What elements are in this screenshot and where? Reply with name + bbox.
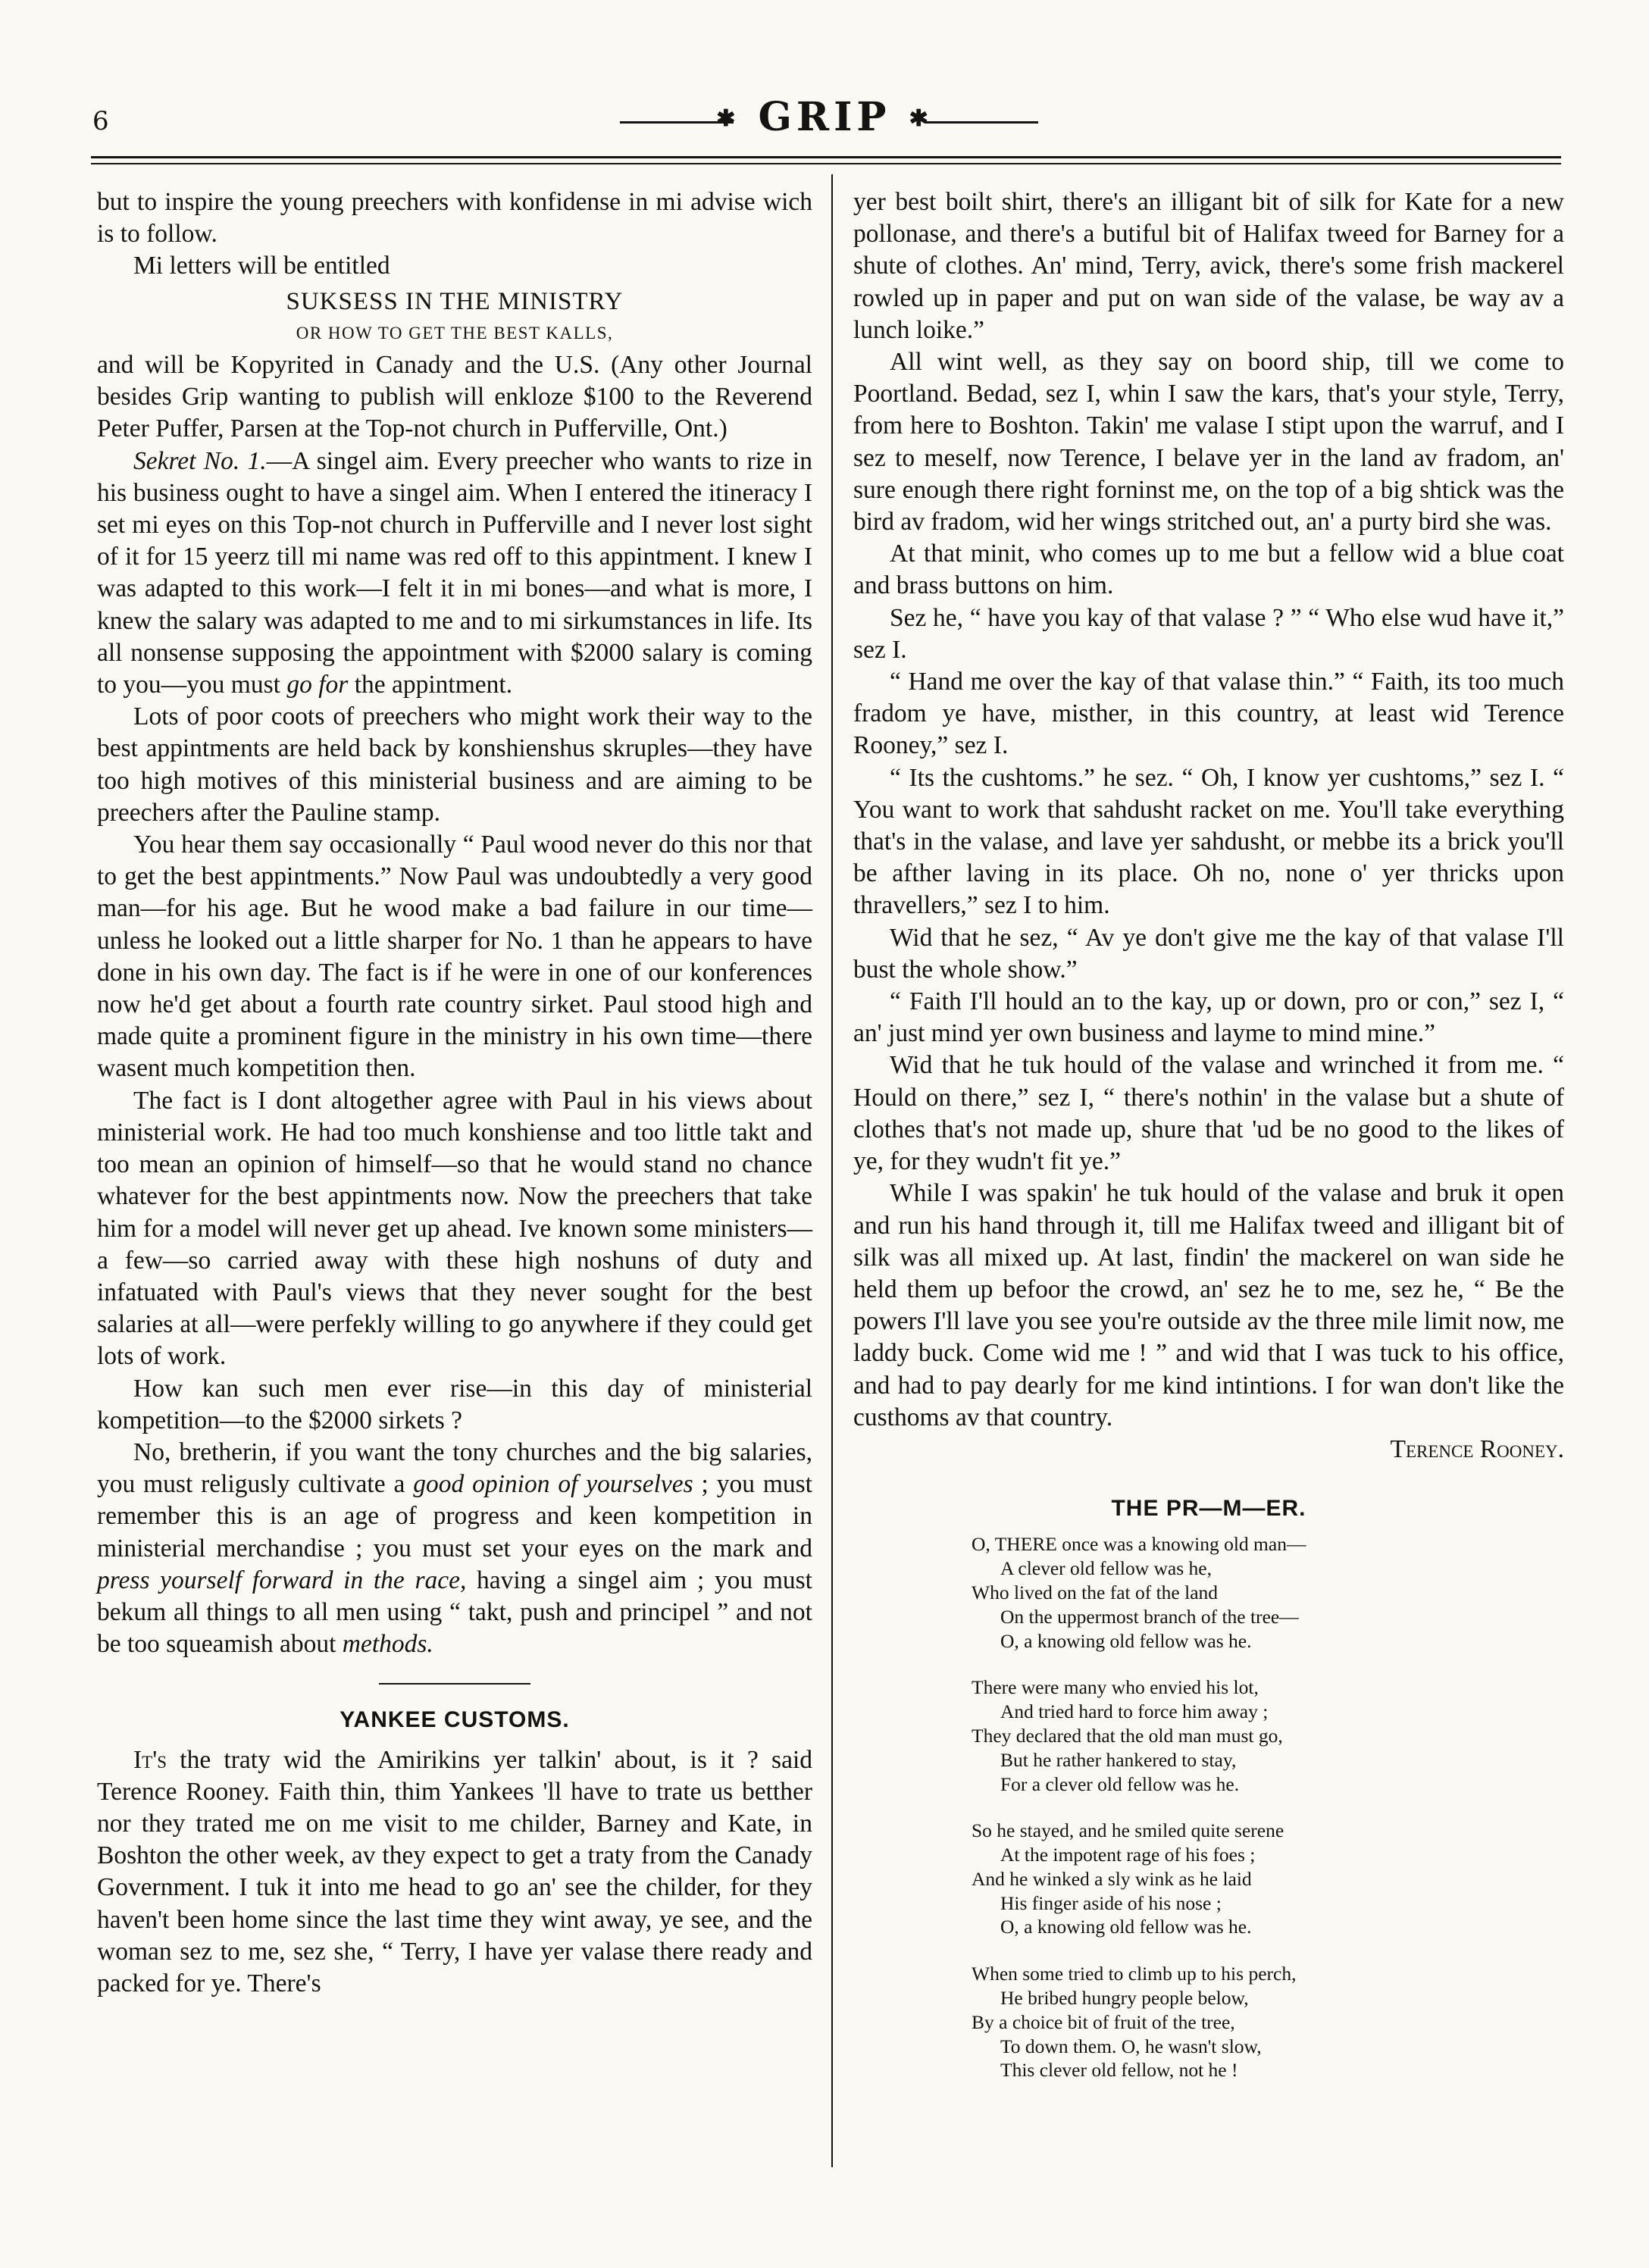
paragraph: The fact is I dont altogether agree with Paul in his views about ministerial work. He had too much konshiense and too little takt and too mean an opinion of himself—so that he would stand no chance whatever for the best appintments now. Now the preechers that take him for a model will never get up ahead. Ive known some ministers—a few—so carried away with these high noshuns of duty and infatuated with Paul's views that they never sought for the best salaries at all—were perfekly willing to go anywhere if they could get lots of work.	[97, 1086, 812, 1371]
signature: Terence Rooney.	[1390, 1434, 1564, 1463]
paragraph: “ Faith I'll hould an to the kay, up or down, pro or con,” sez I, “ an' just mind yer own business and layme to mind mine.”	[853, 987, 1564, 1048]
poem-line: There were many who envied his lot,	[972, 1676, 1259, 1699]
poem-line: Who lived on the fat of the land	[972, 1581, 1219, 1603]
lead-in: It's	[133, 1745, 167, 1774]
section-separator	[379, 1683, 530, 1685]
paragraph: All wint well, as they say on boord ship, till we come to Poortland. Bedad, sez I, whin I saw the kars, that's your style, Terry, from here to Boshton. Takin' me valase I stipt upon the warruf, and I sez to meself, now Terence, I belave yer in the land av fradom, an' sure enough there right forninst me, on the top of a big shtick was the bird av fradom, wid her wings stritched out, an' a purty bird she was.	[853, 348, 1564, 536]
poem-line: And he winked a sly wink as he laid	[972, 1867, 1252, 1890]
poem-line: A clever old fellow was he,	[1000, 1557, 1212, 1580]
masthead-text: GRIP	[758, 94, 891, 140]
poem-line: On the uppermost branch of the tree—	[1000, 1605, 1299, 1628]
poem-title: THE PR—M—ER.	[1111, 1496, 1306, 1522]
poem-line: His finger aside of his nose ;	[1000, 1891, 1222, 1914]
poem-line: O, a knowing old fellow was he.	[1000, 1916, 1252, 1938]
paragraph: Wid that he tuk hould of the valase and wrinched it from me. “ Hould on there,” sez I, “ there's nothin' in the valase but a shute of clothes that's not made up, shure that 'ud be no good to the likes of ye, for they wudn't fit ye.”	[853, 1051, 1564, 1176]
emphasis: good opinion of yourselves	[413, 1470, 693, 1499]
poem-line: For a clever old fellow was he.	[1000, 1772, 1240, 1795]
poem-line: This clever old fellow, not he !	[1000, 2059, 1238, 2082]
poem-line: At the impotent rage of his foes ;	[1000, 1844, 1256, 1866]
paragraph: but to inspire the young preechers with konfidense in mi advise wich is to follow.	[97, 188, 812, 249]
poem-line: To down them. O, he wasn't slow,	[1000, 2035, 1262, 2057]
column-right	[853, 186, 1564, 2111]
poem-line: By a choice bit of fruit of the tree,	[972, 2010, 1235, 2033]
paragraph: “ Its the cushtoms.” he sez. “ Oh, I know yer cushtoms,” sez I. “ You want to work that sahdusht racket on me. You'll take everything that's in the valase, and lave yer sahdusht, or mebbe its a brick you'll be afther laving in its place. Oh no, none o' yer thricks upon thravellers,” sez I to him.	[853, 763, 1564, 920]
header-rule-top	[91, 156, 1561, 158]
page-header	[0, 0, 1649, 152]
paragraph: You hear them say occasionally “ Paul wood never do this nor that to get the best appintments.” Now Paul was undoubtedly a very good man—for his age. But he wood make a bad failure in our time—unless he looked out a little sharper for No. 1 than he appears to have done in his own day. The fact is if he were in one of our konferences now he'd get about a fourth rate country sirket. Paul stood high and made quite a prominent figure in the ministry in his own time—there wasent much kompetition then.	[97, 831, 812, 1083]
header-rule-bottom	[91, 163, 1561, 164]
star-ornament-right: ✱	[909, 105, 933, 132]
paragraph-text: and will be Kopyrited in Canady and the U.S. (Any other Journal besides Grip wanting to publish will enkloze $100 to the Reverend Peter Puffer, Parsen at the Top-not church in Pufferville, Ont.)	[97, 351, 812, 443]
poem-line: So he stayed, and he smiled quite serene	[972, 1819, 1284, 1842]
poem-line: O, THERE once was a knowing old man—	[972, 1533, 1306, 1556]
poem-line: They declared that the old man must go,	[972, 1724, 1283, 1747]
paragraph: Sekret No. 1.—A singel aim. Every preecher who wants to rize in his business ought to have a singel aim. When I entered the itineracy I set mi eyes on this Top-not church in Pufferville and I never lost sight of it for 15 yeerz till mi name was red off to this appintment. I knew I was adapted to this work—I felt it in mi bones—and what is more, I knew the salary was adapted to me and to mi sirkumstances in life. Its all nonsense supposing the appointment with $2000 salary is coming to you—you must go for the appintment.	[97, 446, 812, 699]
emphasis: go for	[286, 671, 349, 699]
paragraph	[97, 349, 812, 446]
poem-line: He bribed hungry people below,	[1000, 1987, 1249, 2010]
paragraph: No, bretherin, if you want the tony churches and the big salaries, you must religusly cultivate a good opinion of yourselves ; you must remember this is an age of progress and keen kompetition in ministerial merchandise ; you must set your eyes on the mark and press yourself forward in the race, having a singel aim ; you must bekum all things to all men using “ takt, push and principel ” and not be too squeamish about methods.	[97, 1437, 812, 1659]
poem-stanza	[972, 1675, 1564, 1796]
sub-heading: SUKSESS IN THE MINISTRY	[286, 287, 624, 315]
paragraph: Sez he, “ have you kay of that valase ? ” “ Who else wud have it,” sez I.	[853, 603, 1564, 664]
poem-line: When some tried to climb up to his perch,	[972, 1963, 1297, 1985]
paragraph: Wid that he sez, “ Av ye don't give me the kay of that valase I'll bust the whole show.”	[853, 923, 1564, 984]
poem-stanza	[972, 1532, 1564, 1653]
masthead-title	[0, 94, 1649, 140]
paragraph: Lots of poor coots of preechers who might work their way to the best appintments are held back by konshienshus skruples—they have too high motives of this ministerial business and are aiming to be preechers after the Pauline stamp.	[97, 702, 812, 827]
paragraph: “ Hand me over the kay of that valase thin.” “ Faith, its too much fradom ye have, misther, in this country, at least wid Terence Rooney,” sez I.	[853, 668, 1564, 760]
paragraph: It's the traty wid the Amirikins yer talkin' about, is it ? said Terence Rooney. Faith thin, thim Yankees 'll have to trate us betther nor they trated me on me visit to me childer, Barney and Kate, in Boshton the other week, av they expect to get a traty from the Canady Government. I tuk it into me head to go an' see the childer, for they haven't been home since the last time they wint away, ye see, and the woman sez to me, sez she, “ Terry, I have yer valase there ready and packed for ye. There's	[97, 1745, 812, 1997]
poem-line: O, a knowing old fellow was he.	[1000, 1629, 1252, 1652]
paragraph: While I was spakin' he tuk hould of the valase and bruk it open and run his hand through it, till me Halifax tweed and illigant bit of silk was all mixed up. At last, findin' the mackerel on wan side he held them up befoor the crowd, an' sez he to me, sez he, “ Be the powers I'll lave you see you're outside av the three mile limit now, me laddy buck. Come wid me ! ” and wid that I was tuck to his office, and had to pay dearly for me kind intintions. I for wan don't like the custhoms av that country.	[853, 1179, 1564, 1431]
emphasis: methods.	[342, 1630, 433, 1659]
paragraph: At that minit, who comes up to me but a fellow wid a blue coat and brass buttons on him.	[853, 540, 1564, 600]
poem	[972, 1532, 1564, 2082]
poem-line: But he rather hankered to stay,	[1000, 1748, 1237, 1771]
page-number: 6	[92, 106, 109, 136]
section-heading: YANKEE CUSTOMS.	[340, 1707, 570, 1733]
column-divider	[831, 174, 833, 2167]
column-left	[97, 186, 812, 2096]
sub-heading-secondary: OR HOW TO GET THE BEST KALLS,	[296, 323, 614, 343]
paragraph: yer best boilt shirt, there's an illigant bit of silk for Kate for a new pollonase, and there's a butiful bit of Halifax tweed for Barney for a shute of clothes. An' mind, Terry, avick, there's some frish mackerel rowled up in paper and put on wan side of the valase, be way av a lunch loike.”	[853, 188, 1564, 344]
poem-stanza	[972, 1962, 1564, 2082]
emphasis: press yourself forward in the race,	[97, 1566, 467, 1594]
star-ornament-left: ✱	[716, 105, 740, 132]
poem-line: And tried hard to force him away ;	[1000, 1700, 1269, 1723]
paragraph: Mi letters will be entitled	[133, 252, 390, 280]
paragraph: How kan such men ever rise—in this day of ministerial kompetition—to the $2000 sirkets ?	[97, 1374, 812, 1434]
sekret-label: Sekret No. 1.	[133, 446, 267, 475]
poem-stanza	[972, 1819, 1564, 1939]
